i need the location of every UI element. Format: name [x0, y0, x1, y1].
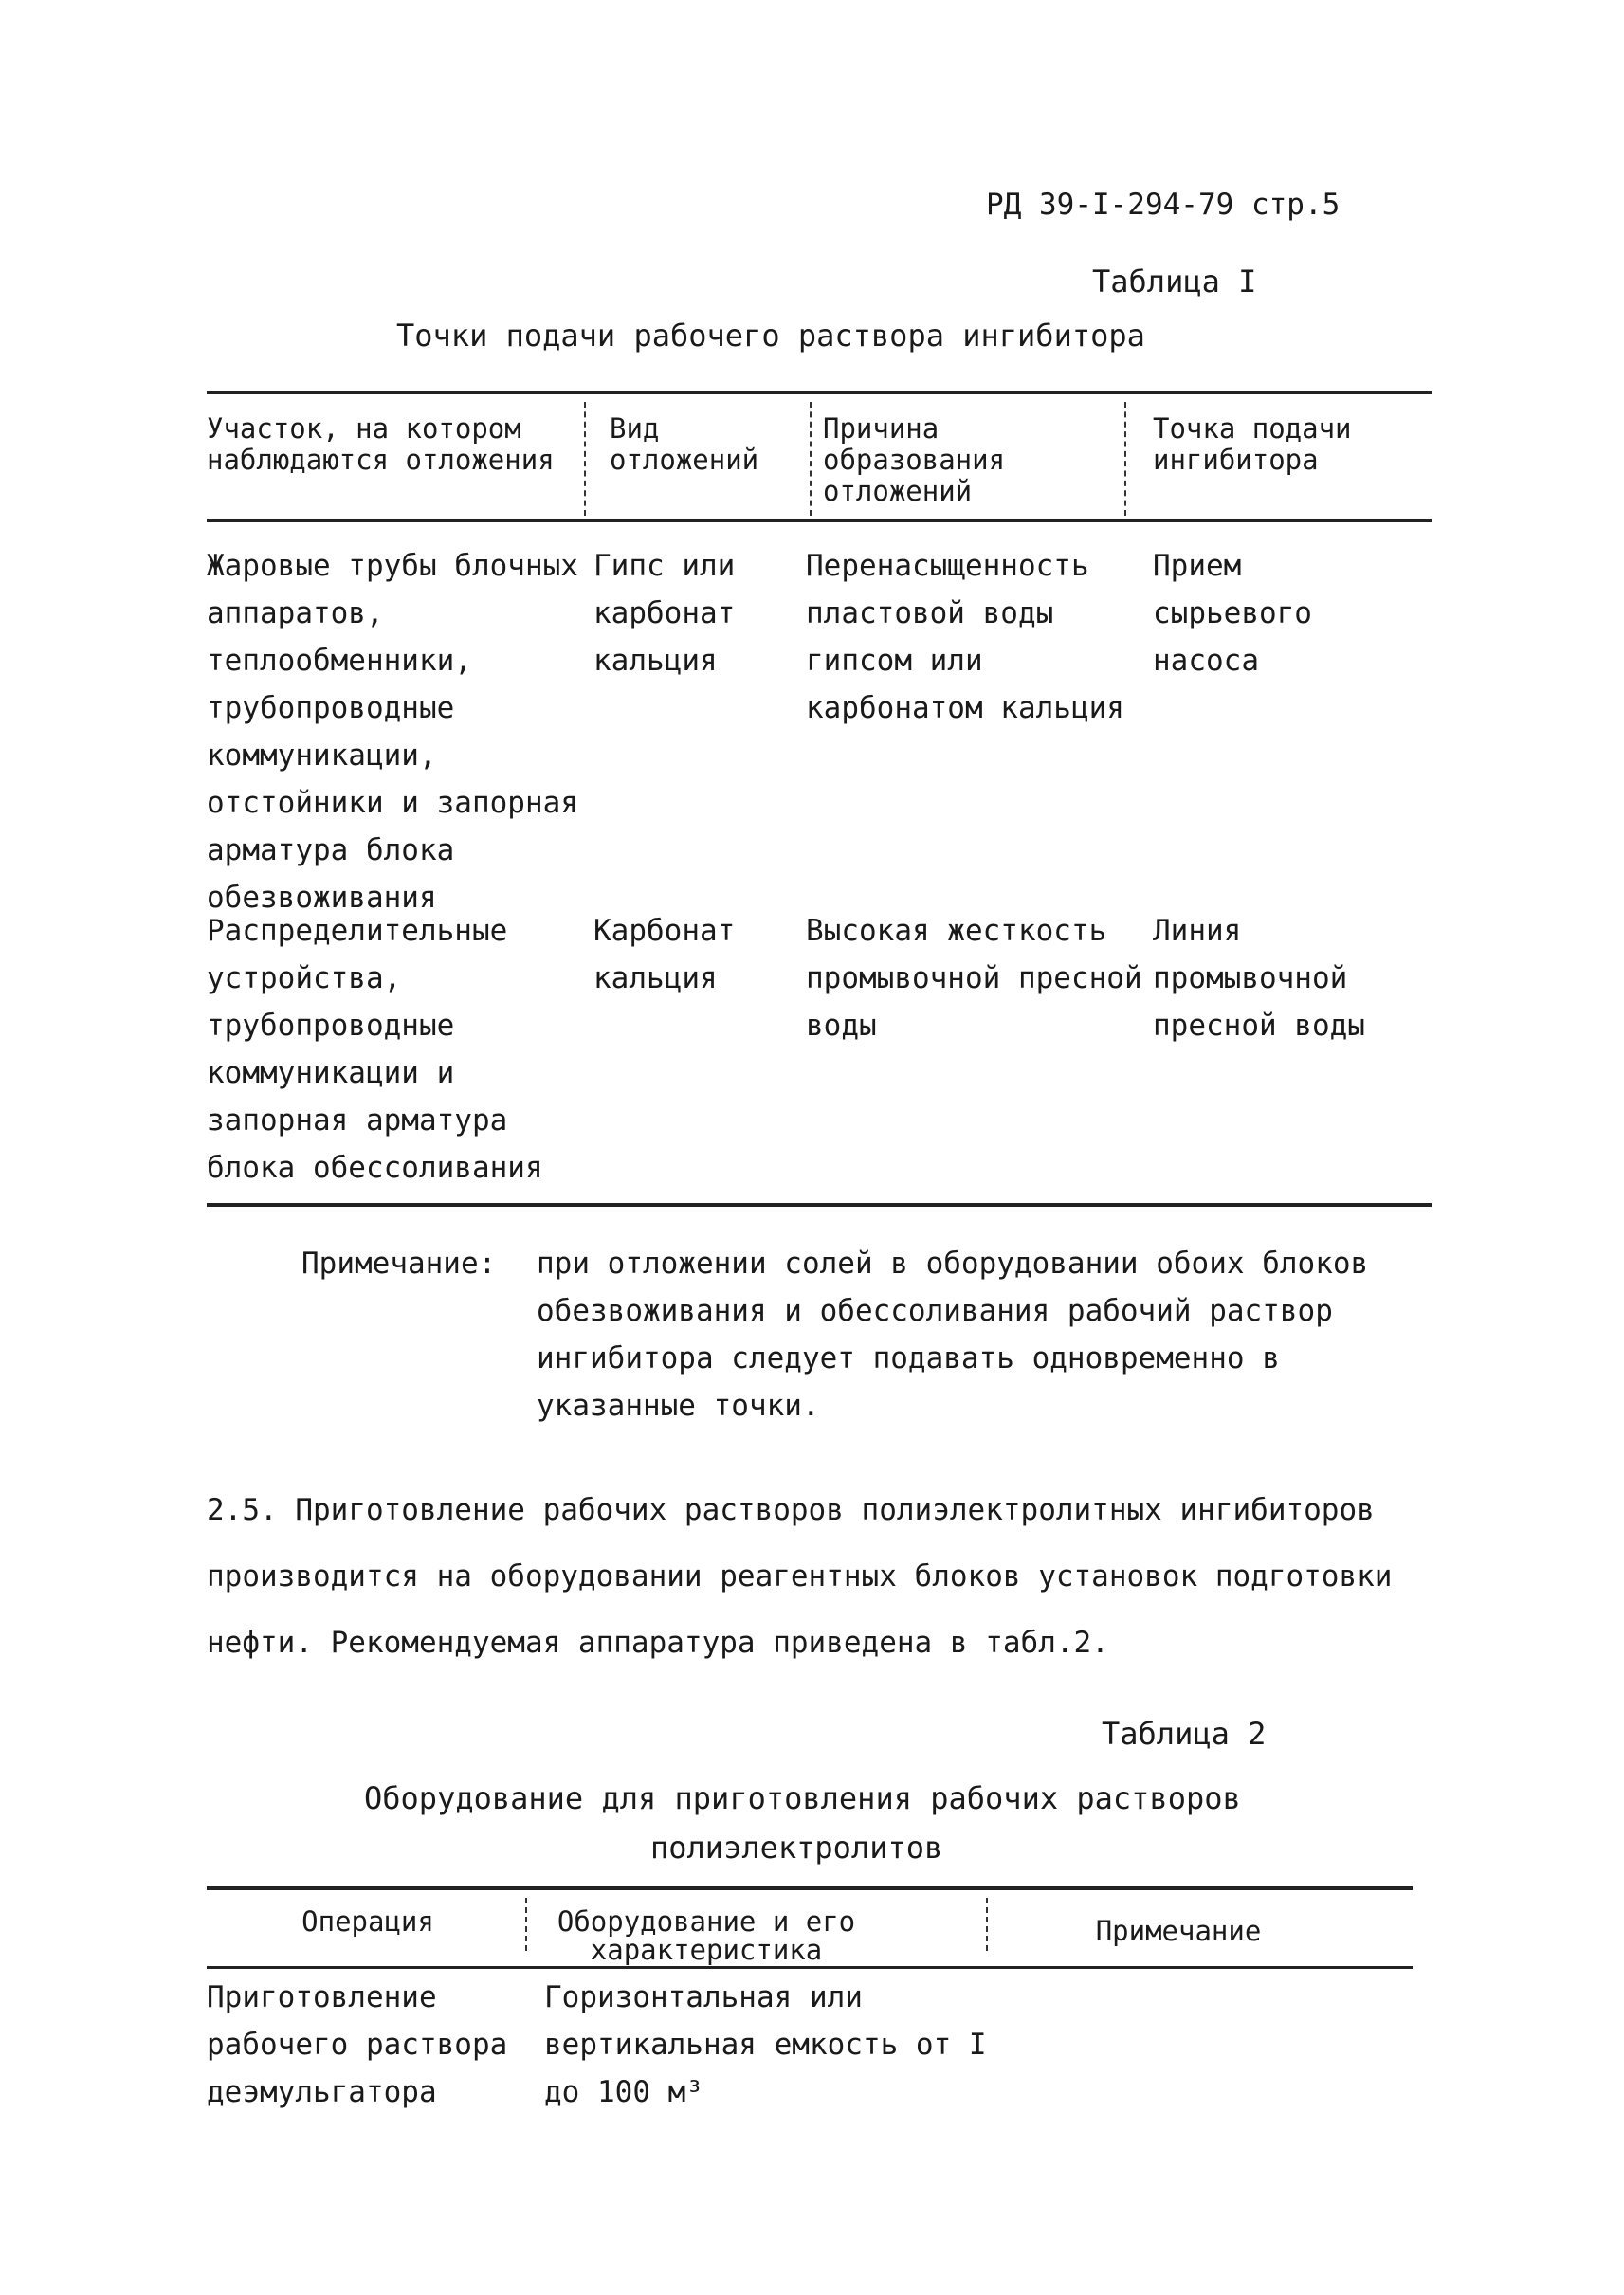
table-cell: Распределительные устройства, трубопроводные коммуникации и запорная арматура блока обессоливания [207, 914, 543, 1185]
table1-bottom-rule [207, 1203, 1432, 1207]
table2-top-rule [207, 1886, 1413, 1890]
table-cell: Горизонтальная или вертикальная емкость от I до 100 м³ [544, 1980, 987, 2109]
table-cell: Жаровые трубы блочных аппаратов, теплообменники, трубопроводные коммуникации, отстойники и запорная арматура блока обезвоживания [207, 549, 578, 915]
table-cell: Карбонат кальция [593, 914, 736, 995]
table2-col-divider [525, 1898, 529, 1951]
table-cell: Прием сырьевого насоса [1153, 549, 1312, 678]
table2-header-equipment: Оборудование и его характеристика [557, 1905, 856, 1966]
table1-col-divider [584, 402, 588, 516]
table2-header-operation: Операция [301, 1905, 434, 1938]
note-text: при отложении солей в оборудовании обоих блоков обезвоживания и обессоливания рабочий раствор ингибитора следует подавать одновременно в указанные точки. [537, 1247, 1369, 1423]
table1-header-deposit: Вид отложений [610, 412, 759, 476]
table2-col-divider [986, 1898, 990, 1951]
table1-header-cause: Причина образования отложений [823, 412, 1006, 507]
table1-header-rule [207, 519, 1432, 522]
table1-header-point: Точка подачи ингибитора [1153, 412, 1352, 476]
table2-title-line2: полиэлектролитов [650, 1830, 943, 1866]
table-cell: Перенасыщенность пластовой воды гипсом или карбонатом кальция [806, 549, 1124, 725]
table1-col-divider [1124, 402, 1128, 516]
table1-label: Таблица I [1092, 264, 1257, 300]
table2-title-line1: Оборудование для приготовления рабочих растворов [364, 1780, 1241, 1816]
table2-label: Таблица 2 [1102, 1716, 1267, 1752]
table1-top-rule [207, 391, 1432, 394]
table2-header-rule [207, 1966, 1413, 1969]
table2-header-note: Примечание [1095, 1915, 1262, 1947]
table-cell: Приготовление рабочего раствора деэмульгатора [207, 1980, 508, 2109]
table-cell: Линия промывочной пресной воды [1153, 914, 1365, 1043]
table1-title: Точки подачи рабочего раствора ингибитора [396, 318, 1145, 354]
table-cell: Гипс или карбонат кальция [593, 549, 736, 678]
table1-header-site: Участок, на котором наблюдаются отложения [207, 412, 555, 476]
paragraph-2-5: 2.5. Приготовление рабочих растворов полиэлектролитных ингибиторов производится на оборудовании реагентных блоков установок подготовки нефти. Рекомендуемая аппаратура приведена в табл.2. [207, 1493, 1393, 1660]
table-cell: Высокая жесткость промывочной пресной воды [806, 914, 1142, 1043]
document-reference: РД 39-I-294-79 стр.5 [986, 188, 1341, 222]
table1-col-divider [810, 402, 813, 516]
note-label: Примечание: [301, 1247, 497, 1281]
